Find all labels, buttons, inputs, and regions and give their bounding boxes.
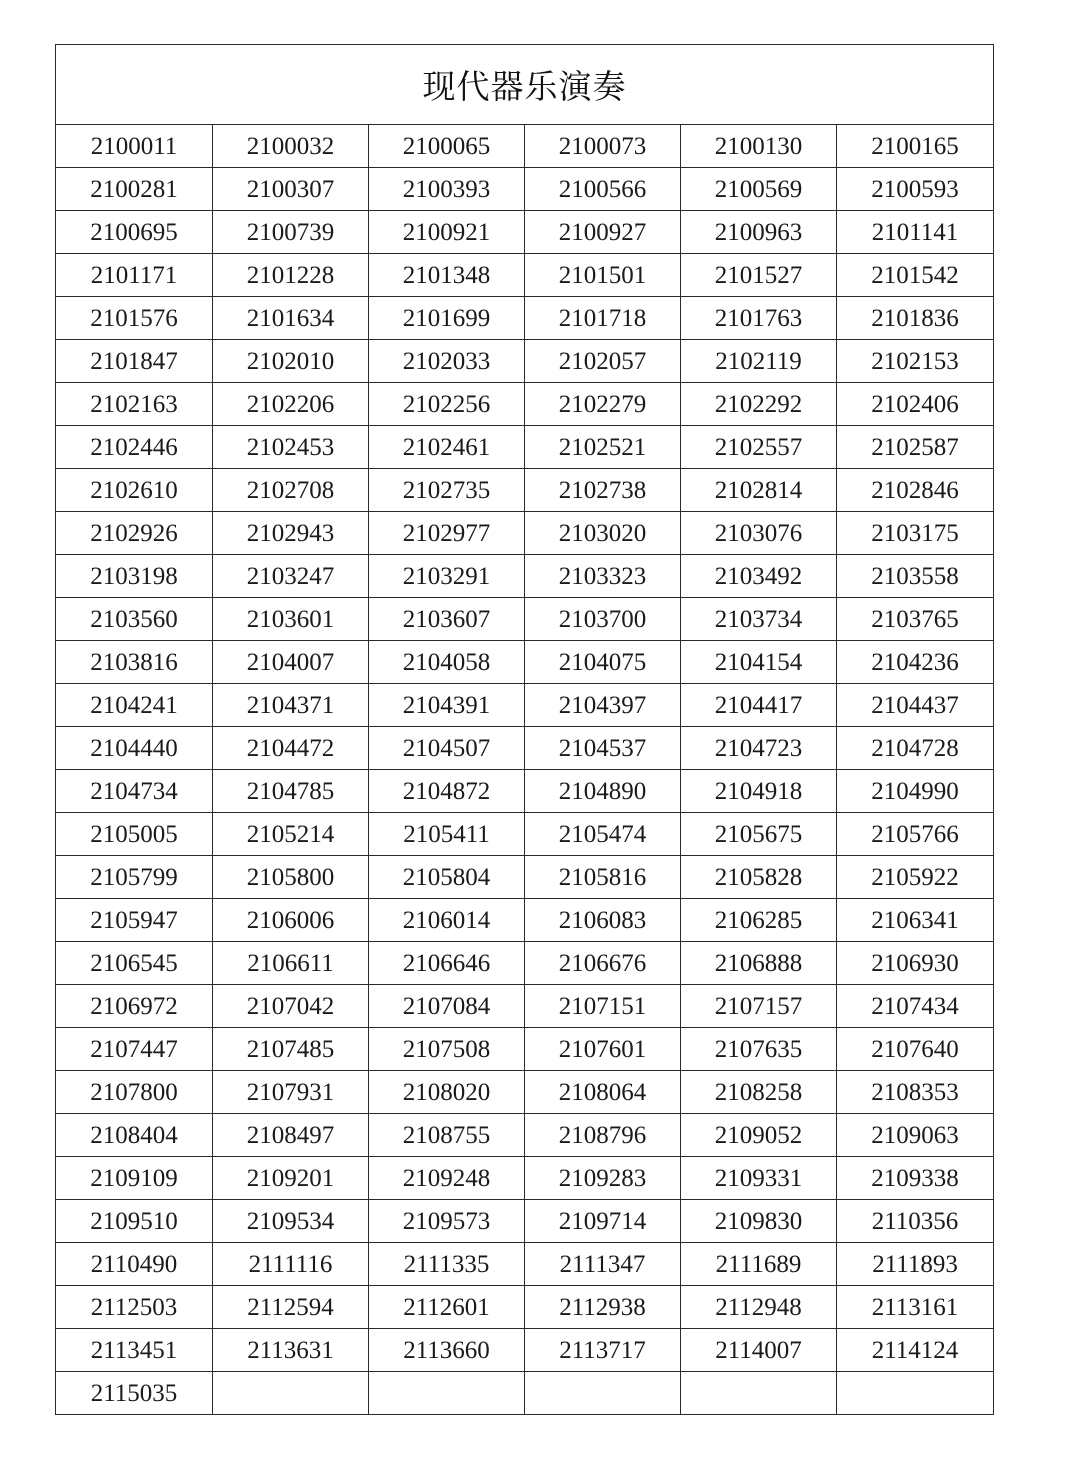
table-cell: 2107084 <box>369 985 525 1028</box>
table-cell: 2106341 <box>837 899 994 942</box>
table-cell: 2106006 <box>213 899 369 942</box>
table-cell: 2101836 <box>837 297 994 340</box>
table-cell: 2102943 <box>213 512 369 555</box>
table-cell: 2100739 <box>213 211 369 254</box>
table-cell: 2107635 <box>681 1028 837 1071</box>
table-cell: 2102557 <box>681 426 837 469</box>
table-cell: 2104236 <box>837 641 994 684</box>
table-cell: 2102057 <box>525 340 681 383</box>
table-cell: 2113161 <box>837 1286 994 1329</box>
table-cell: 2106888 <box>681 942 837 985</box>
table-cell: 2100032 <box>213 125 369 168</box>
table-cell: 2105675 <box>681 813 837 856</box>
table-cell: 2114007 <box>681 1329 837 1372</box>
table-cell: 2106014 <box>369 899 525 942</box>
table-cell: 2104728 <box>837 727 994 770</box>
table-cell <box>213 1372 369 1415</box>
table-row <box>56 942 994 985</box>
table-cell: 2100065 <box>369 125 525 168</box>
table-cell: 2105804 <box>369 856 525 899</box>
table-row <box>56 813 994 856</box>
table-cell: 2112948 <box>681 1286 837 1329</box>
table-cell: 2102735 <box>369 469 525 512</box>
table-cell: 2103601 <box>213 598 369 641</box>
table-cell: 2104785 <box>213 770 369 813</box>
table-cell: 2102292 <box>681 383 837 426</box>
table-cell: 2105214 <box>213 813 369 856</box>
table-cell: 2101527 <box>681 254 837 297</box>
table-cell: 2102610 <box>56 469 213 512</box>
table-cell: 2104241 <box>56 684 213 727</box>
table-cell: 2100281 <box>56 168 213 211</box>
table-cell: 2112938 <box>525 1286 681 1329</box>
table-cell: 2105922 <box>837 856 994 899</box>
table-cell: 2102010 <box>213 340 369 383</box>
table-cell: 2104918 <box>681 770 837 813</box>
table-cell: 2113717 <box>525 1329 681 1372</box>
table-cell: 2109201 <box>213 1157 369 1200</box>
table-cell: 2100963 <box>681 211 837 254</box>
table-cell: 2101847 <box>56 340 213 383</box>
table-cell: 2109534 <box>213 1200 369 1243</box>
table-row <box>56 469 994 512</box>
table-cell: 2104537 <box>525 727 681 770</box>
table-row <box>56 125 994 168</box>
table-row <box>56 512 994 555</box>
table-cell: 2100695 <box>56 211 213 254</box>
table-cell: 2101228 <box>213 254 369 297</box>
table-row <box>56 1243 994 1286</box>
table-cell <box>369 1372 525 1415</box>
table-cell: 2108404 <box>56 1114 213 1157</box>
table-cell: 2100073 <box>525 125 681 168</box>
table-title-row <box>56 45 994 125</box>
table-cell: 2105828 <box>681 856 837 899</box>
table-row <box>56 727 994 770</box>
table-row <box>56 1329 994 1372</box>
table-cell: 2107640 <box>837 1028 994 1071</box>
table-cell: 2112601 <box>369 1286 525 1329</box>
table-cell: 2102446 <box>56 426 213 469</box>
table-cell: 2104437 <box>837 684 994 727</box>
table-cell: 2102453 <box>213 426 369 469</box>
table-body <box>56 125 994 1415</box>
table-row <box>56 555 994 598</box>
table-cell: 2103492 <box>681 555 837 598</box>
table-cell: 2101171 <box>56 254 213 297</box>
table-cell: 2111893 <box>837 1243 994 1286</box>
table-cell: 2106930 <box>837 942 994 985</box>
table-row <box>56 297 994 340</box>
table-cell: 2111689 <box>681 1243 837 1286</box>
table-cell: 2100927 <box>525 211 681 254</box>
table-cell: 2109830 <box>681 1200 837 1243</box>
table-cell: 2102153 <box>837 340 994 383</box>
table-cell: 2103734 <box>681 598 837 641</box>
table-cell: 2108497 <box>213 1114 369 1157</box>
table-cell: 2101634 <box>213 297 369 340</box>
table-cell: 2103558 <box>837 555 994 598</box>
table-cell: 2104990 <box>837 770 994 813</box>
table-cell: 2106611 <box>213 942 369 985</box>
table-cell: 2101542 <box>837 254 994 297</box>
table-cell: 2102926 <box>56 512 213 555</box>
table-cell: 2104154 <box>681 641 837 684</box>
table-cell: 2113660 <box>369 1329 525 1372</box>
table-cell: 2106285 <box>681 899 837 942</box>
table-cell: 2109338 <box>837 1157 994 1200</box>
table-cell: 2113451 <box>56 1329 213 1372</box>
table-cell: 2103607 <box>369 598 525 641</box>
table-row <box>56 641 994 684</box>
table-title: 现代器乐演奏 <box>56 45 994 125</box>
table-cell: 2108064 <box>525 1071 681 1114</box>
table-cell: 2100307 <box>213 168 369 211</box>
table-cell: 2115035 <box>56 1372 213 1415</box>
table-cell: 2106972 <box>56 985 213 1028</box>
table-cell: 2103323 <box>525 555 681 598</box>
table-cell: 2100921 <box>369 211 525 254</box>
table-cell: 2104472 <box>213 727 369 770</box>
table-cell: 2106676 <box>525 942 681 985</box>
table-row <box>56 340 994 383</box>
table-cell: 2104007 <box>213 641 369 684</box>
table-cell: 2105411 <box>369 813 525 856</box>
table-row <box>56 1286 994 1329</box>
table-cell: 2105947 <box>56 899 213 942</box>
table-cell <box>525 1372 681 1415</box>
table-cell: 2106646 <box>369 942 525 985</box>
table-cell: 2112503 <box>56 1286 213 1329</box>
table-cell: 2109331 <box>681 1157 837 1200</box>
table-cell: 2102163 <box>56 383 213 426</box>
table-cell: 2113631 <box>213 1329 369 1372</box>
table-cell: 2103175 <box>837 512 994 555</box>
table-cell: 2107157 <box>681 985 837 1028</box>
table-cell: 2102406 <box>837 383 994 426</box>
table-cell: 2104391 <box>369 684 525 727</box>
table-cell: 2101576 <box>56 297 213 340</box>
table-cell: 2104440 <box>56 727 213 770</box>
table-cell: 2104734 <box>56 770 213 813</box>
table-row <box>56 1157 994 1200</box>
admission-number-table <box>55 44 994 1415</box>
table-cell: 2101718 <box>525 297 681 340</box>
table-cell: 2107485 <box>213 1028 369 1071</box>
table-cell: 2103020 <box>525 512 681 555</box>
table-cell: 2102461 <box>369 426 525 469</box>
table-cell: 2103076 <box>681 512 837 555</box>
table-cell: 2105766 <box>837 813 994 856</box>
table-row <box>56 1372 994 1415</box>
table-cell: 2105816 <box>525 856 681 899</box>
table-cell: 2111116 <box>213 1243 369 1286</box>
table-cell: 2104723 <box>681 727 837 770</box>
table-cell: 2108755 <box>369 1114 525 1157</box>
table-cell: 2105799 <box>56 856 213 899</box>
table-cell: 2103247 <box>213 555 369 598</box>
table-row <box>56 1200 994 1243</box>
table-row <box>56 211 994 254</box>
table-cell: 2108258 <box>681 1071 837 1114</box>
table-cell: 2107042 <box>213 985 369 1028</box>
table-row <box>56 254 994 297</box>
table-cell: 2102846 <box>837 469 994 512</box>
table-cell: 2107800 <box>56 1071 213 1114</box>
table-cell: 2109063 <box>837 1114 994 1157</box>
table-cell: 2107508 <box>369 1028 525 1071</box>
table-cell: 2110490 <box>56 1243 213 1286</box>
table-cell: 2103198 <box>56 555 213 598</box>
table-cell: 2112594 <box>213 1286 369 1329</box>
table-cell: 2101699 <box>369 297 525 340</box>
table-cell: 2100011 <box>56 125 213 168</box>
table-cell: 2102279 <box>525 383 681 426</box>
table-cell: 2106083 <box>525 899 681 942</box>
table-cell: 2102708 <box>213 469 369 512</box>
table-cell: 2104371 <box>213 684 369 727</box>
table-cell: 2107434 <box>837 985 994 1028</box>
table-cell: 2104872 <box>369 770 525 813</box>
table-cell: 2107447 <box>56 1028 213 1071</box>
table-row <box>56 1114 994 1157</box>
table-cell: 2108353 <box>837 1071 994 1114</box>
table-cell: 2109510 <box>56 1200 213 1243</box>
table-cell: 2100566 <box>525 168 681 211</box>
table-cell: 2109283 <box>525 1157 681 1200</box>
table-cell: 2107601 <box>525 1028 681 1071</box>
table-row <box>56 856 994 899</box>
table-cell: 2109109 <box>56 1157 213 1200</box>
table-cell: 2104075 <box>525 641 681 684</box>
table-cell: 2102521 <box>525 426 681 469</box>
table-cell: 2100393 <box>369 168 525 211</box>
table-cell: 2104397 <box>525 684 681 727</box>
table-cell: 2104507 <box>369 727 525 770</box>
table-cell: 2109052 <box>681 1114 837 1157</box>
table-cell: 2102977 <box>369 512 525 555</box>
table-cell: 2105800 <box>213 856 369 899</box>
table-cell: 2104058 <box>369 641 525 684</box>
table-cell: 2108796 <box>525 1114 681 1157</box>
table-cell: 2111347 <box>525 1243 681 1286</box>
table-cell: 2103816 <box>56 641 213 684</box>
table-cell: 2106545 <box>56 942 213 985</box>
table-cell: 2105474 <box>525 813 681 856</box>
table-cell: 2100593 <box>837 168 994 211</box>
table-cell: 2101763 <box>681 297 837 340</box>
table-cell: 2102206 <box>213 383 369 426</box>
table-cell: 2102119 <box>681 340 837 383</box>
table-cell: 2114124 <box>837 1329 994 1372</box>
table-cell: 2102587 <box>837 426 994 469</box>
table-row <box>56 1071 994 1114</box>
table-cell: 2111335 <box>369 1243 525 1286</box>
table-cell: 2109573 <box>369 1200 525 1243</box>
table-cell: 2100569 <box>681 168 837 211</box>
table-row <box>56 168 994 211</box>
table-row <box>56 426 994 469</box>
table-cell: 2102033 <box>369 340 525 383</box>
table-cell: 2109248 <box>369 1157 525 1200</box>
table-row <box>56 598 994 641</box>
table-row <box>56 684 994 727</box>
table-row <box>56 383 994 426</box>
table-row <box>56 1028 994 1071</box>
table-cell <box>681 1372 837 1415</box>
table-row <box>56 899 994 942</box>
table-cell: 2103765 <box>837 598 994 641</box>
table-cell: 2102814 <box>681 469 837 512</box>
table-cell: 2102256 <box>369 383 525 426</box>
table-cell: 2103560 <box>56 598 213 641</box>
table-cell <box>837 1372 994 1415</box>
table-cell: 2104417 <box>681 684 837 727</box>
table-cell: 2102738 <box>525 469 681 512</box>
table-cell: 2104890 <box>525 770 681 813</box>
table-cell: 2107151 <box>525 985 681 1028</box>
table-cell: 2100130 <box>681 125 837 168</box>
table-cell: 2105005 <box>56 813 213 856</box>
table-cell: 2110356 <box>837 1200 994 1243</box>
table-row <box>56 985 994 1028</box>
table-cell: 2109714 <box>525 1200 681 1243</box>
table-cell: 2101348 <box>369 254 525 297</box>
table-cell: 2101501 <box>525 254 681 297</box>
table-cell: 2101141 <box>837 211 994 254</box>
table-row <box>56 770 994 813</box>
table-cell: 2103291 <box>369 555 525 598</box>
table-cell: 2107931 <box>213 1071 369 1114</box>
table-cell: 2103700 <box>525 598 681 641</box>
table-cell: 2108020 <box>369 1071 525 1114</box>
table-cell: 2100165 <box>837 125 994 168</box>
